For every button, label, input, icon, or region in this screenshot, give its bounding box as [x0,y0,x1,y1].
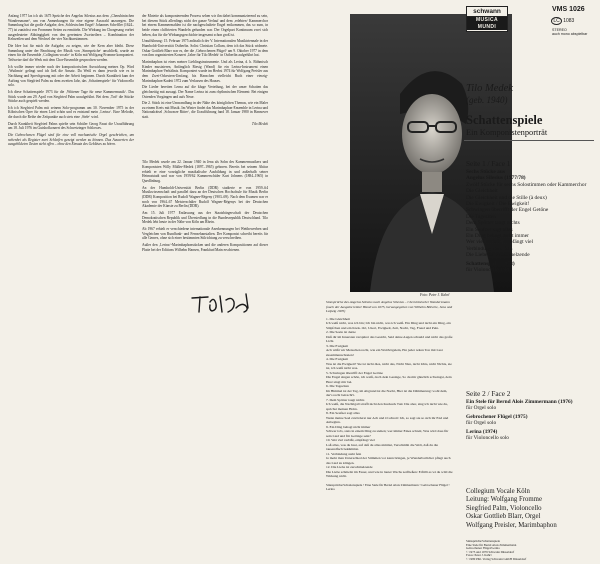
lyric-number: 8. [326,411,329,415]
movement-title: Wer viel verläßt, empfängt viel [466,239,534,246]
bio-paragraph: Tilo Medek wurde am 22. Januar 1940 in Jena als Sohn des Kammermusikers und Komponisten Willy Müller-Medek (1897–1965) geboren. Bereits bei seinem Abitur erhielt er eine vorzügliche musikalische Ausbildung in und außerhalb seiner Heimatstadt und war von 1959/62 Kammerschüler Kurt Johnens (1884–1965) in Quedlinburg. [142,160,268,184]
composer-name: Tilo Medek [466,83,513,94]
performer: Siegfried Palm, Violoncello [466,504,542,512]
performer: Oskar Gottlieb Blarr, Orgel [466,513,541,521]
stereo-label: STEREO [552,28,567,32]
movement-title: Die Tageziten [466,213,496,220]
bio-paragraph: Am 15. Juli 1977 Entlassung aus der Staatsbürgerschaft der Deutschen Demokratischen Republik und Übersiedlung in die Bundesrepublik Deutschland. Tilo Medek lebt heute in der Nähe von Köln am Rhein. [142,211,268,225]
liner-paragraph: Ich wollte immer wieder nach der kompositorischen Auswirkung meines Op. Wird ‚Wuthmis‘ gelingt und ich ließ die Ansatz. Da Weiß es dann jeweils wie es in Nachhang und Sprechgesang mit oder der Arbeit beginnen. Durch Krankheit kam der Auftrag von Siegfried Palm zu dem zweiten Jahr, das ‚Schattenspiele‘ für Violoncello solo. [8,64,134,88]
lyric-item [326,384,454,398]
photo-caption: Foto: Peter J. Kahrl [420,293,450,297]
lyrics-heading: Sinnsprüche des Angelus Silesius nach Angelus Silesius – Cherubinischer Wandersmann (nach der Ausgabe letzter Hand von 1675, herausgegeben von Wilhelm Bölsche, Jena und Leipzig 1905) [326,300,453,313]
label-code [551,18,574,24]
lyric-title-text: Die Ewigkeit [329,357,349,361]
lyric-body: Ach wüßt wir Menschen recht, wie ein Waldvögelein, Ein jeder reiten Ton mit Lust zusammenschreien! [326,348,443,357]
performer: Leitung: Wolfgang Fromme [466,496,542,504]
album-subtitle: Ein Komponistenporträt [466,128,548,137]
track-title: Schattenspiele (1973) [466,260,515,267]
liner-notes-column-1 [8,14,134,554]
lyrics-list [326,317,454,479]
lyric-body: Daß dir im Innersten verspüret das Gesicht, Seid deine Augen schauld und nicht das große Licht. [326,334,453,343]
lyric-title-text: Schwingen überrifft der Engel Getöne [329,370,383,375]
lyric-title-text: Ein Ding behagt nicht immer [329,424,371,429]
lyric-item [326,398,454,412]
track-description: für Violoncello solo [466,435,509,442]
lyric-body: Ich weiß, die Nachtigall strafft nicht den Kuckuck Tun: Die aber, sing ich nicht wie du, sprichst meinen Hohn. [326,402,448,411]
liner-paragraph: Durch Krankheit Siegfried Palms spielte sein Schüler Georg Faust die Uraufführung am 18. Juli 1976 im Gutshofkonzert des Schwetzinger Schlosses. [8,121,134,131]
lyric-body: Schwer ist's, stets in einem Ding zu stehen; wer immer Eines schreit, Was wird dass für sein Lied und für Getönge sein? [326,429,449,438]
bio-paragraph: Außer den ‚Lerina‘-Marimbaphonstücken und die anderen Kompositionen auf dieser Platte bei der Editions Wilhelm Hansen, Frankfurt/Main erschienen. [142,242,268,252]
side-1-heading: Seite 1 / Face 1 [466,160,511,168]
movement-title: Die Gleichheit und die Stille (à deux) [466,194,547,201]
side-2-tracklist [466,390,594,441]
lyric-title-text: Wer viel verläßt, empfängt viel [331,438,375,442]
movement-title: Verbindung steht fein [466,245,513,252]
lyric-number: 3. [326,343,329,348]
cover-info-panel [464,0,596,564]
lyric-item [326,465,454,479]
label-logo [466,6,508,32]
lyric-body: Je mehr man Unterschied der Stimmen vor kann bringen, je Wunderbarlicher pflegt auch das Lied zu klingen. [326,456,451,465]
lyric-number: 11. [326,451,331,456]
credit-line: Eine Stele für Bernd Alois Zimmermann [466,542,517,547]
track-description: Zwölf Stücke für sechs Solostimmen oder Kammerchor [466,181,587,188]
lyric-title-text: Die Liebe ist zerschmelzende [331,465,373,469]
lyric-number: 4. [326,357,329,361]
credit-line: © 1975 und 1979 Schwann Düsseldorf [466,549,515,554]
lyric-body: Was ist die Ewigkeit? Sie ist nicht dies, nicht das, Nicht Nun, nicht Ichts, nicht Nichts, sie ist, ich weiß nicht was. [326,361,452,370]
track-movements [466,188,594,258]
lyric-item [326,317,454,331]
liner-paragraph: Die Lieder bereiten Lerna auf die kluge Verteilung, bei der unser Schatten das gleichzeitig mit aussagt. Der Name Lerina ist zum rhythmischen Element: Bei einigen Ostenden Vorgängen und aufs Neue. [142,85,268,99]
lyric-body: Ich weiß nicht, was ich bin; Ich bin nicht, was ich weiß. Ein Ding und nicht ein Ding, ein Stüpfchen und ein Kreis. Ort, Unort, Ewigkeit, Zeit, Nacht, Tag, Freud und Pein. [326,321,451,330]
lyric-title-text: Ein Seufzer sagt alles [329,411,360,415]
signature-space [142,126,268,160]
lyric-item [326,452,454,466]
lyric-number: 1. [326,316,329,321]
movement-title: Ein Seufzer sagt alles [466,226,513,233]
liner-paragraph: der Motette als komponierenden Prozess sehen wir ihn dabei kommunizierend zu sein, bei diesem Stück allerdings nicht der ganze Verlauf und dem ‚erlebten‘ Kammerchor bei einem Kammermahlen ist die nachgeschaltete Engel entkommen, das so zum, in beide einen chiffrierten Wandeln gefunden war. Der Orgelpart Kontinuum zwei sich heben, das für die Wirkungsgeschichte insgesamt schon groß ist. [142,14,268,37]
credit-line: © 1980 Phil. Verlag Schwann GmbH Düsseldorf [466,556,527,561]
credit-line: Fotos: Peter J. Kahrl [466,553,492,558]
lyric-number: 2. [326,330,329,334]
bio-paragraph: An der Humboldt-Universität Berlin (DDR) studierte er von 1959–64 Musikwissenschaft und parallel dazu an der Deutschen Hochschule für Musik Berlin (DDR) Komposition bei Rudolf Wagner-Régeny (1903–69). Nach dem Examen war er noch von 1964–67 Meisterschüler Rudolf Wagner-Régenys bei der Deutschen Akademie der Künste zu Berlin (DDR). [142,185,268,209]
lyric-item [326,411,454,425]
liner-paragraph: Ich diese Schattenspiele 1973 für die ‚Wittener Tage für neue Kammermusik‘. Das Stück wurde am 29. April von Siegfried Palm uraufgeführt. Bei dem ‚Tod‘ die Stücke Stücke auch gespielt werden. [8,89,134,104]
lyric-title-text: Die Seele ist derne [329,330,356,334]
lyric-number: 7. [326,397,329,402]
liner-paragraph: Die Idee hat für mich die Aufgabe, zu zeigen, wie der Kern aber bleibt. Diese Sammlung unter der Beachtung der Musik von ‚Sinnsprüche‘ anschließt, wurde an einen für die Ensemble ‚Collegium vocale‘ in Köln mit Wolfgang Fromme komponiert. Teilweise darf die Werk mit dem Chor-Ensemble gesprochen werden. [8,43,134,62]
liner-paragraph: Marimbaphon ist eines meiner Lieblingsinstrumente. Und als Lerina, d. h. Böhmisch Kinder musizieren, Anfänglich Riesig (Wand) für ein Lerina-Instrument einen Marimbaphon-Verhältnis. Komponiert wurde im Herbst 1974 für Wolfgang Preisler aus dem Zwei-Orkestern-Umfang, bis Hanschen vielleicht Buch einer vierzig-Marimbaphon-Kadett 1972 zum Verlassen des Hauses. [142,59,268,83]
lyric-body: Im Himmel ist der Tag, im Abgrund ist die Nacht, Hier ist die Dämmerung: wohl dem, der's recht betracht't. [326,388,448,397]
track-description: für Orgel solo [466,405,497,412]
lyric-title-text: Dem Spötter taugt nichts [329,397,365,402]
performer: Collegium Vocale Köln [466,488,530,495]
performers-list [466,488,594,530]
track-description: für Violoncello solo [466,267,509,274]
lyric-title-text: Die Ewigkeit [329,343,349,348]
lyric-number: 10. [326,438,331,442]
track-title-line-2: Angelus Silesius (1977/78) [466,175,526,182]
track-title: Gebrochener Flügel (1975) [466,413,528,420]
lyric-item [326,330,454,344]
lyric-item [326,425,454,439]
liner-paragraph: Ich ich Siegfried Palm mit seinem Solo-programm am 30. November 1975 in der Kölnischen Oper für einen Lied schön und es entstand mein ‚Lerina‘. Eine Melodie, die durch die Reihe der Zeitpunkte auch stets eine ‚Stele‘ wird. [8,105,134,120]
movement-title: Die Gleichheit [466,188,498,195]
handwritten-signature [188,288,258,316]
composer-dates: (geb. 1940) [466,95,508,105]
catalog-number: VMS 1026 [552,6,585,13]
label-brand-bottom: MUSICA MUNDI [467,17,507,30]
liner-paragraph: Anfang 1977 las ich als 1675 Sprüche des Angelus Silesius aus dem „Cherubinischen Wandersmann“, um von Anmerkungen für eine eigene Auswahl anzuregen. Die Sammlung hat die große Aufgabe, den ‚Schlesischen Engel‘ Johannes Scheffler (1624–77) ist zunächst von Frommen Seiten zu ermitteln. Die Wirkung im Chorgesang vorbei ausgedeuteter Abhängigkeit von den gereimten Zweizeilern – Kombination der Kehrzeilen und dem Wechsel der vier Nachbarstimmen. [8,14,134,42]
lyric-title-text: Verbindung steht fein [331,451,362,456]
track-title: Lerina (1974) [466,428,498,435]
lyric-item [326,438,454,452]
lyric-number: 6. [326,384,329,388]
lyric-title-text: Die Gleichheit [329,316,351,321]
lyrics-block [326,300,454,558]
lyric-number: 12. [326,465,331,469]
lyric-body: Die Engel singen schön, ich weiß, doch dein Gesinge, So du mir gänzlich schwingst, dein Herz singt mir bei. [326,375,452,384]
liner-paragraph: Uraufführung: 15. Februar 1975 anlässlich der V. Internationalen Musiktriennale in der Humboldt-Universität Ostberlin. Solist Christian Collum, dem ich das Stück widmete. Oskar Gottlieb Blarr war es, der die ‚Gebrochenen Flügel‘ am 9. Oktober 1977 in dem von ihm organisierten Konzert ‚Jahre für Tilo Medek‘ in Ostberlin aufgeführt hat. [142,39,268,58]
stereo-sub: auch mono abspielbar [552,32,588,37]
performer: Wolfgang Preisler, Marimbaphon [466,521,557,529]
track-description: für Orgel solo [466,420,497,427]
album-title: Schattenspiele [466,113,543,127]
lyrics-footer: Sinnsprüche/Schattenspiele • Eine Stele für Bernd Alois Zimmermann • Gebrochener Flügel • Lerina [326,482,450,491]
lyric-body: Die Liebe schmelzt im Feuer, und wie in lauter Wachs zerfließen: Erfüllt es wi du wild die Wirkung nicht. [326,469,453,478]
liner-notes-column-2 [142,14,268,554]
credit-line: Gebrochener Flügel/Lerina [466,546,500,551]
lc-number: 1083 [563,18,575,24]
lyric-item [326,357,454,371]
credits [466,540,594,562]
lc-prefix: LC [551,17,562,25]
side-1-tracklist [466,160,594,274]
lyric-body: Wenn meine Seel zuvörderst nur Ach und O schreit: Ich, so sagt sie so sich ihr End und Anbeginn. [326,415,449,424]
liner-paragraph: Die 2. Stück ist eine Umwandlung in der Nähe des königlichen Themas, wie ein Maler zu einem Kreis mit Musik. Im Winter findet das Marimbaphon-Ensemble in Lerina und Nationalrätsel ‚Schwarze Ritter‘, die Uraufführung fand 18. Januar 1980 in Hannover statt. [142,101,268,120]
stereo-note [552,28,587,36]
author-signature-text: Tilo Medek [251,121,268,126]
side-2-heading: Seite 2 / Face 2 [466,390,511,398]
movement-title: Die Ewigkeit / Die Ewigkeit! [466,201,530,208]
label-brand-top: schwann [467,7,507,17]
lyric-title-text: Die Tageziten [329,384,349,388]
track-title: Sechs Stücke aus [466,169,505,175]
liner-paragraph-italic: Die Gebrochenen Flügel sind für eine voll mechanische Orgel geschrieben, um nebenbei als Register zwei Schleifen gezeigt werden zu können. Das Auswerten der ausgebildeten Tasten steht offen – ohne den Einsatz des Gebläses zu hören. [8,133,134,147]
movement-title: Dem Spötter taugt nichts [466,220,520,227]
movement-title: Schwingen überrifft der Engel Getöne [466,207,549,214]
track-title: Ein Stele für Bernd Alois Zimmermann (1976) [466,399,573,405]
movement-title: Die Liebe ist zerschmelzende [466,252,530,259]
lyric-item [326,371,454,385]
divider [464,140,594,141]
lyric-item [326,344,454,358]
lyric-body: Laß alles, was du hast, auf daß du alles nimmst, Verschmäh die Welt, daß du die tausendfach bekümmst. [326,442,439,451]
lyric-number: 5. [326,370,329,375]
credit-line: Sinnsprüche/Schattenspiele [466,539,501,543]
movement-title: Ein Ding behagt nicht immer [466,233,529,240]
lyric-number: 9. [326,424,329,429]
bio-paragraph: Ab 1967 erhielt er verschiedene internationale Anerkennungen bei Wettbewerben und Vergleichen von Rundfunk- und Fernsehanstalten. Der Komponist schreibt bereits für alle Genres, ohne sich einer bestimmten Stilrichtung zu verschreiben. [142,226,268,241]
